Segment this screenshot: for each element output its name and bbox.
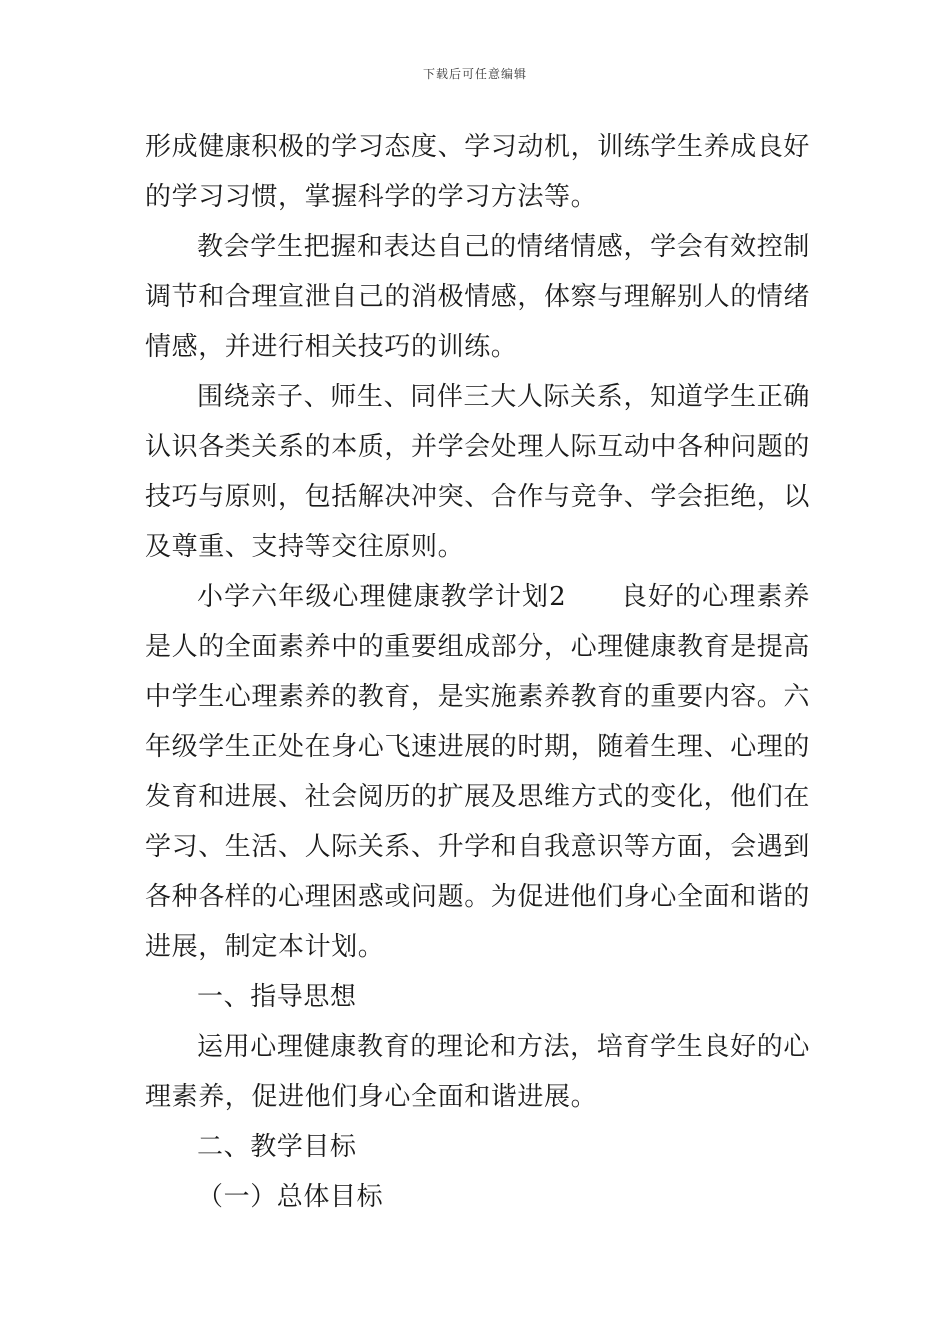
heading-teaching-goals: 二、教学目标: [197, 1132, 357, 1162]
paragraph-emotions: 教会学生把握和表达自己的情绪情感，学会有效控制调节和合理宣泄自己的消极情感，体察与理解别人的情绪情感，并进行相关技巧的训练。: [145, 232, 811, 362]
paragraph-study-habits: 形成健康积极的学习态度、学习动机，训练学生养成良好的学习习惯，掌握科学的学习方法等。: [145, 132, 811, 212]
paragraph-plan-intro: 小学六年级心理健康教学计划2 良好的心理素养是人的全面素养中的重要组成部分，心理健康教育是提高中学生心理素养的教育，是实施素养教育的重要内容。六年级学生正处在身心飞速进展的时期，随着生理、心理的发育和进展、社会阅历的扩展及思维方式的变化，他们在学习、生活、人际关系、升学和自我意识等方面，会遇到各种各样的心理困惑或问题。为促进他们身心全面和谐的进展，制定本计划。: [145, 582, 811, 962]
paragraph-guiding-thought: 运用心理健康教育的理论和方法，培育学生良好的心理素养，促进他们身心全面和谐进展。: [145, 1032, 810, 1112]
heading-guiding-thought: 一、指导思想: [197, 982, 357, 1012]
page-header-note: 下载后可任意编辑: [422, 67, 527, 81]
document-body: [145, 122, 810, 1222]
paragraph-relationships: 围绕亲子、师生、同伴三大人际关系，知道学生正确认识各类关系的本质，并学会处理人际互动中各种问题的技巧与原则，包括解决冲突、合作与竞争、学会拒绝，以及尊重、支持等交往原则。: [145, 382, 811, 562]
heading-overall-goals: （一）总体目标: [197, 1182, 384, 1212]
